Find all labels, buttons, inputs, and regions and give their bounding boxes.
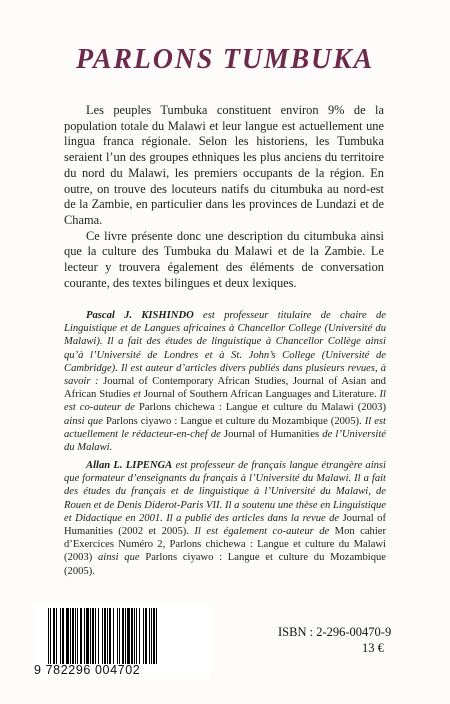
- intro-text: [64, 103, 384, 291]
- price-text: 13 €: [362, 641, 384, 655]
- intro-paragraph-2: Ce livre présente donc une description du citumbuka ainsi que la culture des Tumbuka du Malawi et de la Zambie. Le lecteur y trouvera également des éléments de conversation courante, des textes bilingues et deux lexiques.: [64, 228, 384, 290]
- intro-paragraph-1: Les peuples Tumbuka constituent environ 9% de la population totale du Malawi et leur langue est actuellement une lingua franca régionale. Selon les historiens, les Tumbuka seraient l’un des groupes ethniques les plus anciens du territoire du nord du Malawi, les premiers occupants de la région. En outre, on trouve des locuteurs natifs du citumbuka au nord-est de la Zambie, en particulier dans les provinces de Lundazi et de Chama.: [64, 103, 384, 227]
- barcode-bars: [44, 608, 202, 664]
- author-name: Pascal J. KISHINDO: [86, 310, 194, 321]
- book-title: PARLONS TUMBUKA: [76, 44, 374, 75]
- author-bio-kishindo: Pascal J. KISHINDO est professeur titulaire de chaire de Linguistique et de Langues africaines à Chancellor College (Université du Malawi). Il a fait des études de linguistique à Chancellor Collège ainsi qu’à l’Université de Londres et à St. John’s College (Université de Cambridge). Il est auteur d’articles divers publiés dans plusieurs revues, à savoir : Journal of Contemporary African Studies, Journal of Asian and African Studies et Journal of Southern African Languages and Literature. Il est co-auteur de Parlons chichewa : Langue et culture du Malawi (2003) ainsi que Parlons ciyawo : Langue et culture du Mozambique (2005). Il est actuellement le rédacteur-en-chef de Journal of Humanities de l’Université du Malawi.: [64, 310, 386, 454]
- barcode-digits: 9 782296 004702: [34, 663, 141, 677]
- author-name: Allan L. LIPENGA: [86, 460, 173, 471]
- isbn-text: ISBN : 2-296-00470-9: [278, 625, 392, 639]
- barcode: [34, 604, 210, 679]
- author-bio-lipenga: Allan L. LIPENGA est professeur de français langue étrangère ainsi que formateur d’enseignants du français à l’Université du Malawi. Il a fait des études du français et de linguistique à l’Université du Malawi, de Rouen et de Denis Diderot-Paris VII. Il a soutenu une thèse en Linguistique et Didactique en 2001. Il a publié des articles dans la revue de Journal of Humanities (2002 et 2005). Il est également co-auteur de Mon cahier d’Exercices Numéro 2, Parlons chichewa : Langue et culture du Malawi (2003) ainsi que Parlons ciyawo : Langue et culture du Mozambique (2005).: [64, 460, 386, 577]
